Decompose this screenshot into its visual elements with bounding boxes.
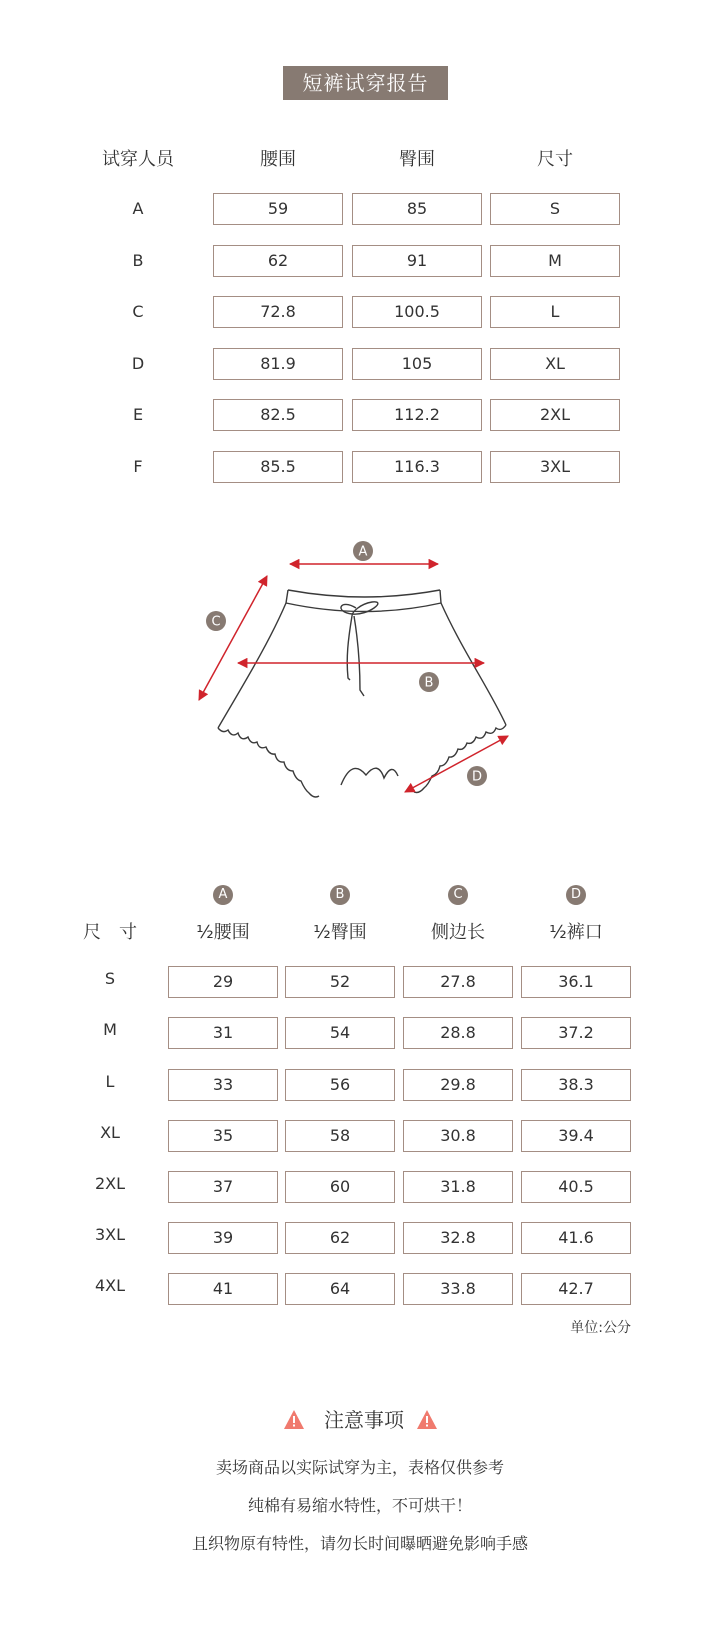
half-waist-cell: 39 (168, 1222, 278, 1254)
header-waist: 腰围 (260, 149, 296, 170)
hip-cell: 85 (352, 193, 482, 225)
half-hem-cell: 39.4 (521, 1120, 631, 1152)
size-cell: L (490, 296, 620, 328)
measure-arrows (199, 564, 508, 792)
half-hip-cell: 60 (285, 1171, 395, 1203)
shorts-outline (218, 590, 506, 797)
person-label: E (132, 405, 144, 424)
svg-text:A: A (358, 544, 368, 560)
hip-cell: 91 (352, 245, 482, 277)
size-label: 4XL (94, 1276, 126, 1295)
hip-cell: 116.3 (352, 451, 482, 483)
header-size: 尺 寸 (83, 922, 137, 943)
waist-cell: 62 (213, 245, 343, 277)
person-label: F (133, 457, 143, 476)
header-side-length: 侧边长 (431, 922, 485, 943)
half-waist-cell: 35 (168, 1120, 278, 1152)
half-waist-cell: 31 (168, 1017, 278, 1049)
half-hip-cell: 52 (285, 966, 395, 998)
warning-icon (416, 1409, 438, 1431)
half-hem-cell: 42.7 (521, 1273, 631, 1305)
svg-text:D: D (471, 769, 483, 785)
hip-cell: 105 (352, 348, 482, 380)
half-hip-cell: 58 (285, 1120, 395, 1152)
size-cell: S (490, 193, 620, 225)
size-label: L (105, 1072, 115, 1091)
waist-cell: 85.5 (213, 451, 343, 483)
notice-title: 注意事项 (324, 1408, 404, 1432)
waist-cell: 72.8 (213, 296, 343, 328)
notice-line: 且织物原有特性，请勿长时间曝晒避免影响手感 (191, 1534, 528, 1553)
side-length-cell: 30.8 (403, 1120, 513, 1152)
size-label: 3XL (94, 1225, 126, 1244)
half-hem-cell: 36.1 (521, 966, 631, 998)
side-length-cell: 33.8 (403, 1273, 513, 1305)
arrow-d (405, 736, 508, 792)
size-cell: M (490, 245, 620, 277)
side-length-cell: 32.8 (403, 1222, 513, 1254)
shorts-diagram (0, 540, 720, 830)
hip-cell: 112.2 (352, 399, 482, 431)
header-size: 尺寸 (537, 149, 573, 170)
half-hip-cell: 64 (285, 1273, 395, 1305)
size-cell: XL (490, 348, 620, 380)
person-label: A (132, 199, 144, 218)
waist-cell: 81.9 (213, 348, 343, 380)
svg-text:B: B (424, 675, 434, 691)
hip-cell: 100.5 (352, 296, 482, 328)
half-waist-cell: 37 (168, 1171, 278, 1203)
size-label: M (103, 1020, 117, 1039)
half-waist-cell: 41 (168, 1273, 278, 1305)
marker-d (467, 766, 487, 786)
marker-c (206, 611, 226, 631)
side-length-cell: 31.8 (403, 1171, 513, 1203)
size-label: XL (100, 1123, 120, 1142)
half-waist-cell: 33 (168, 1069, 278, 1101)
half-hem-cell: 38.3 (521, 1069, 631, 1101)
unit-note: 单位:公分 (570, 1320, 631, 1336)
half-hip-cell: 62 (285, 1222, 395, 1254)
col-marker-b: B (330, 885, 350, 905)
header-person: 试穿人员 (102, 149, 174, 170)
size-cell: 2XL (490, 399, 620, 431)
size-label: S (104, 969, 116, 988)
half-hem-cell: 40.5 (521, 1171, 631, 1203)
person-label: C (132, 302, 144, 321)
marker-b (419, 672, 439, 692)
header-half-waist: ½腰围 (196, 922, 250, 943)
side-length-cell: 27.8 (403, 966, 513, 998)
col-marker-a: A (213, 885, 233, 905)
marker-a (353, 541, 373, 561)
svg-text:C: C (211, 614, 221, 630)
size-cell: 3XL (490, 451, 620, 483)
header-hip: 臀围 (399, 149, 435, 170)
header-half-hem: ½裤口 (549, 922, 603, 943)
side-length-cell: 29.8 (403, 1069, 513, 1101)
notice-line: 纯棉有易缩水特性，不可烘干！ (247, 1496, 472, 1515)
arrow-c (199, 576, 267, 700)
half-hip-cell: 56 (285, 1069, 395, 1101)
half-hem-cell: 37.2 (521, 1017, 631, 1049)
half-hip-cell: 54 (285, 1017, 395, 1049)
waist-cell: 82.5 (213, 399, 343, 431)
person-label: D (131, 354, 145, 373)
warning-icon (283, 1409, 305, 1431)
side-length-cell: 28.8 (403, 1017, 513, 1049)
notice-line: 卖场商品以实际试穿为主，表格仅供参考 (215, 1458, 504, 1477)
size-label: 2XL (94, 1174, 126, 1193)
page-title: 短裤试穿报告 (283, 66, 448, 100)
person-label: B (132, 251, 144, 270)
header-half-hip: ½臀围 (313, 922, 367, 943)
waist-cell: 59 (213, 193, 343, 225)
half-hem-cell: 41.6 (521, 1222, 631, 1254)
col-marker-d: D (566, 885, 586, 905)
half-waist-cell: 29 (168, 966, 278, 998)
col-marker-c: C (448, 885, 468, 905)
